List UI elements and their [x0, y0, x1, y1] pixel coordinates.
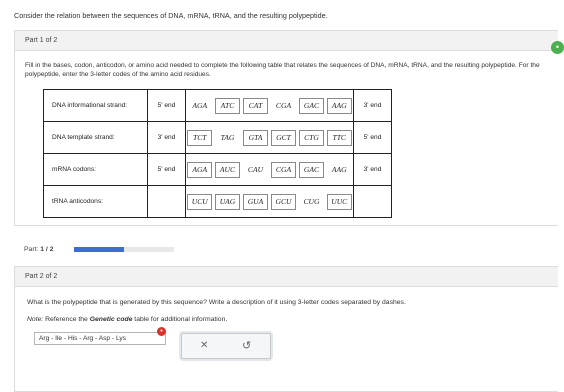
codon-cell	[186, 154, 214, 186]
part1-title: Part 1 of 2	[15, 31, 558, 51]
codon-cell	[214, 154, 242, 186]
row-start-end: 3' end	[148, 122, 186, 154]
codon-input[interactable]: UUC	[327, 194, 352, 210]
note-pre: Reference the	[45, 316, 90, 323]
codon-input[interactable]: CAT	[243, 98, 268, 114]
part2-title: Part 2 of 2	[15, 267, 558, 287]
row-label: DNA template strand:	[44, 122, 148, 154]
intro-text: Consider the relation between the sequences of DNA, mRNA, tRNA, and the resulting polypeptide.	[14, 11, 328, 20]
question-text: What is the polypeptide that is generated by this sequence? Write a description of it using 3-letter codes separated by dashes.	[27, 299, 406, 306]
codon-input[interactable]: GAC	[299, 98, 324, 114]
close-icon[interactable]: ✕	[200, 340, 209, 351]
note-text	[27, 316, 227, 323]
table-row	[44, 186, 392, 218]
row-start-end: 5' end	[148, 154, 186, 186]
table-row	[44, 154, 392, 186]
codon-given: AGA	[192, 101, 208, 110]
codon-given: CAU	[247, 165, 264, 174]
codon-cell	[242, 186, 270, 218]
codon-input[interactable]: TTC	[327, 130, 352, 146]
codon-cell	[186, 122, 214, 154]
row-end-end: 3' end	[354, 90, 392, 122]
progress-bar	[74, 247, 174, 252]
codon-cell	[298, 122, 326, 154]
progress-fill	[74, 247, 124, 252]
codon-input[interactable]: UAG	[215, 194, 240, 210]
codon-cell	[326, 90, 354, 122]
row-label: DNA informational strand:	[44, 90, 148, 122]
table-row	[44, 122, 392, 154]
row-start-end: 5' end	[148, 90, 186, 122]
codon-cell	[326, 154, 354, 186]
codon-input[interactable]: AGA	[187, 162, 212, 178]
codon-input[interactable]: GAC	[299, 162, 324, 178]
codon-input[interactable]: GCU	[271, 194, 296, 210]
codon-cell	[214, 90, 242, 122]
codon-input[interactable]: GCT	[271, 130, 296, 146]
codon-cell	[270, 122, 298, 154]
codon-input[interactable]: GTA	[243, 130, 268, 146]
part2-panel	[14, 266, 558, 392]
codon-input[interactable]: AAG	[327, 98, 352, 114]
progress-value: 1 / 2	[40, 246, 54, 253]
codon-cell	[326, 122, 354, 154]
codon-input[interactable]: ATC	[215, 98, 240, 114]
codon-input[interactable]: CTG	[299, 130, 324, 146]
codon-cell	[242, 122, 270, 154]
codon-cell	[298, 90, 326, 122]
codon-input[interactable]: AUC	[215, 162, 240, 178]
codon-cell	[270, 90, 298, 122]
row-start-end	[148, 186, 186, 218]
codon-given: CUG	[303, 197, 320, 206]
progress-label-text: Part:	[24, 246, 39, 253]
codon-input[interactable]: UCU	[187, 194, 212, 210]
error-badge-icon: •	[157, 327, 166, 336]
codon-given: AAG	[331, 165, 347, 174]
codon-cell	[270, 154, 298, 186]
answer-input[interactable]: Arg - Ile - His - Arg - Asp - Lys	[34, 332, 166, 345]
note-post: table for additional information.	[132, 316, 228, 323]
row-label: tRNA anticodons:	[44, 186, 148, 218]
codon-cell	[242, 154, 270, 186]
sequence-table	[43, 89, 392, 218]
codon-cell	[186, 186, 214, 218]
row-label: mRNA codons:	[44, 154, 148, 186]
progress-label	[24, 246, 53, 253]
undo-icon[interactable]: ↺	[242, 340, 252, 352]
codon-given: CGA	[275, 101, 292, 110]
row-end-end	[354, 186, 392, 218]
codon-input[interactable]: GUA	[243, 194, 268, 210]
codon-cell	[298, 186, 326, 218]
codon-cell	[298, 154, 326, 186]
answer-controls	[181, 333, 271, 359]
row-end-end: 5' end	[354, 122, 392, 154]
codon-cell	[186, 90, 214, 122]
table-row	[44, 90, 392, 122]
codon-cell	[270, 186, 298, 218]
codon-cell	[214, 186, 242, 218]
row-end-end: 3' end	[354, 154, 392, 186]
note-label: Note:	[27, 316, 44, 323]
codon-input[interactable]: CGA	[271, 162, 296, 178]
status-dot-icon: •	[551, 41, 564, 54]
codon-cell	[242, 90, 270, 122]
codon-input[interactable]: TCT	[187, 130, 212, 146]
part1-instructions: Fill in the bases, codon, anticodon, or amino acid needed to complete the following table that relates the sequences of DNA, mRNA, tRNA, and the resulting polypeptide. For the polypeptide, enter the 3-letter codes of the amino acid residues.	[25, 62, 540, 79]
genetic-code-link[interactable]: Genetic code	[89, 316, 133, 323]
codon-given: TAG	[220, 133, 235, 142]
codon-cell	[214, 122, 242, 154]
codon-cell	[326, 186, 354, 218]
